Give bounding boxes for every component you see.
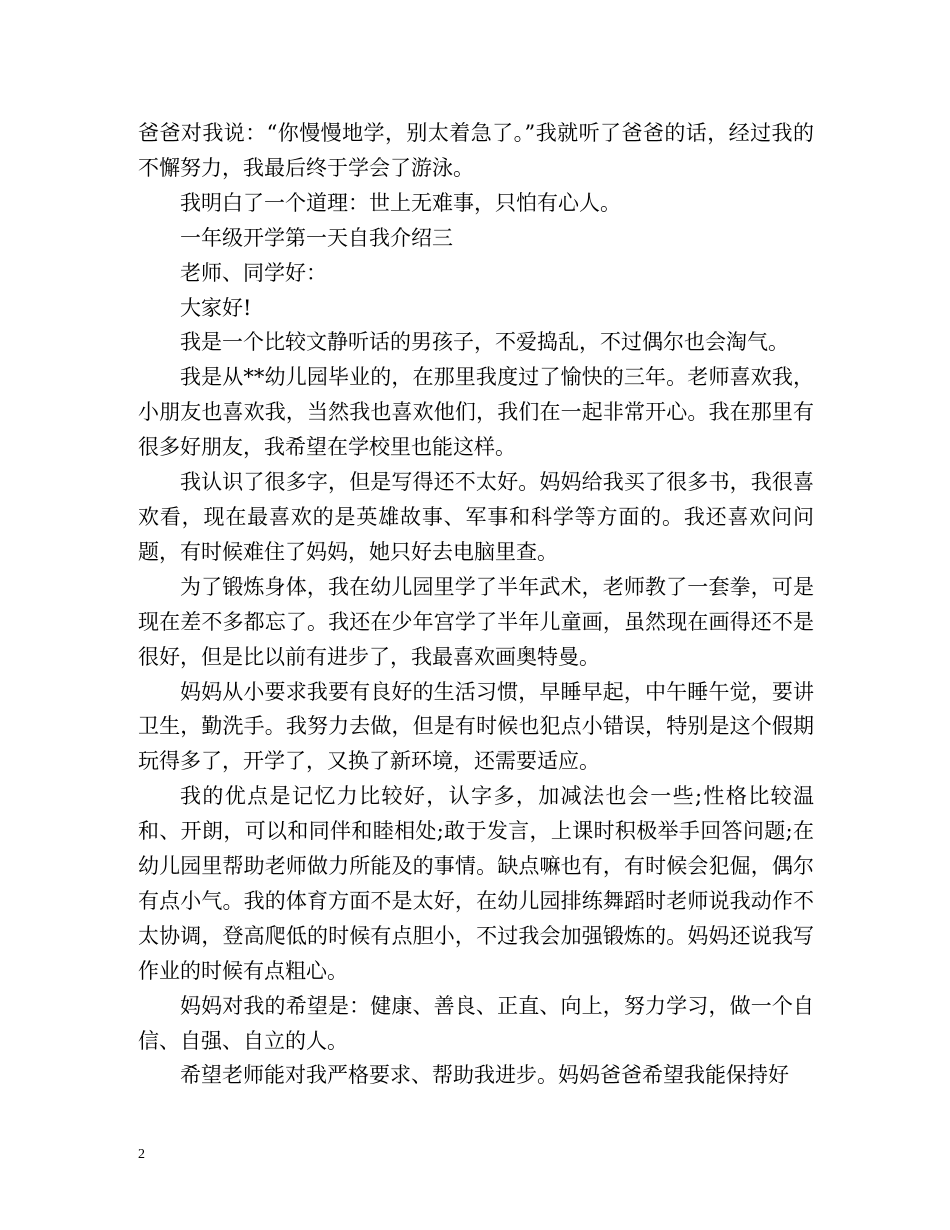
paragraph-kindergarten: 我是从**幼儿园毕业的，在那里我度过了愉快的三年。老师喜欢我，小朋友也喜欢我，当然我也喜欢他们，我们在一起非常开心。我在那里有很多好朋友，我希望在学校里也能这样。 <box>138 365 814 460</box>
section-heading: 一年级开学第一天自我介绍三 <box>180 225 453 250</box>
paragraph-strengths-weaknesses: 我的优点是记忆力比较好，认字多，加减法也会一些;性格比较温和、开朗，可以和同伴和睦相处;敢于发言，上课时积极举手回答问题;在幼儿园里帮助老师做力所能及的事情。缺点嘛也有，有时候会犯倔，偶尔有点小气。我的体育方面不是太好，在幼儿园排练舞蹈时老师说我动作不太协调，登高爬低的时候有点胆小，不过我会加强锻炼的。妈妈还说我写作业的时候有点粗心。 <box>138 784 814 983</box>
paragraph-intro: 我是一个比较文静听话的男孩子，不爱捣乱，不过偶尔也会淘气。 <box>180 330 789 355</box>
paragraph-teacher-hopes: 希望老师能对我严格要求、帮助我进步。妈妈爸爸希望我能保持好 <box>180 1063 789 1088</box>
paragraph-reading: 我认识了很多字，但是写得还不太好。妈妈给我买了很多书，我很喜欢看，现在最喜欢的是英雄故事、军事和科学等方面的。我还喜欢问问题，有时候难住了妈妈，她只好去电脑里查。 <box>138 470 814 564</box>
paragraph-moral: 我明白了一个道理：世上无难事，只怕有心人。 <box>180 190 621 215</box>
paragraph-greeting: 大家好! <box>180 295 252 320</box>
page-number: 2 <box>138 1147 145 1162</box>
paragraph-exercise: 为了锻炼身体，我在幼儿园里学了半年武术，老师教了一套拳，可是现在差不多都忘了。我还在少年宫学了半年儿童画，虽然现在画得还不是很好，但是比以前有进步了，我最喜欢画奥特曼。 <box>138 574 814 669</box>
paragraph-habits: 妈妈从小要求我要有良好的生活习惯，早睡早起，中午睡午觉，要讲卫生，勤洗手。我努力去做，但是有时候也犯点小错误，特别是这个假期玩得多了，开学了，又换了新环境，还需要适应。 <box>138 679 814 774</box>
document-body <box>138 116 814 1093</box>
paragraph-continuation: 爸爸对我说：“你慢慢地学，别太着急了。”我就听了爸爸的话，经过我的不懈努力，我最后终于学会了游泳。 <box>138 121 814 180</box>
paragraph-salutation: 老师、同学好： <box>180 260 327 285</box>
paragraph-mother-hopes: 妈妈对我的希望是：健康、善良、正直、向上，努力学习，做一个自信、自强、自立的人。 <box>138 993 814 1053</box>
